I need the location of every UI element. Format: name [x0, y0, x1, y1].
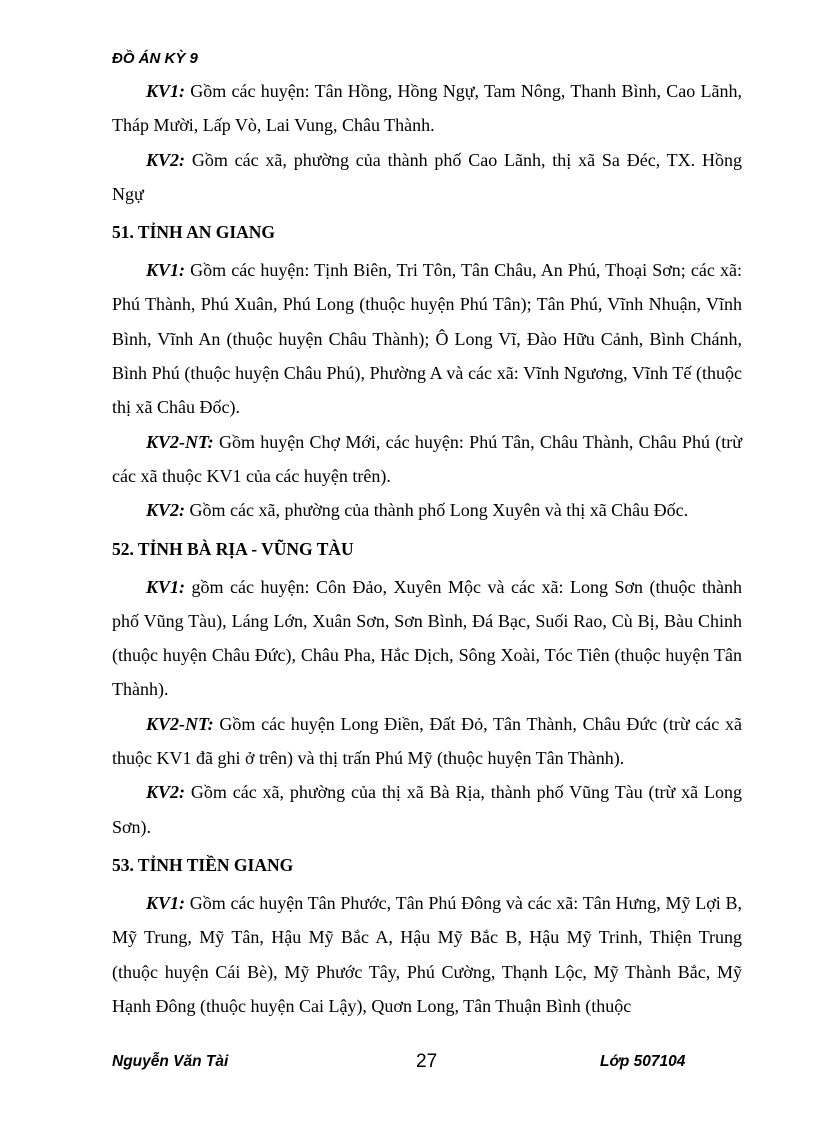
- section-heading-tien-giang: 53. TỈNH TIỀN GIANG: [112, 854, 294, 875]
- page-footer: [0, 1053, 816, 1077]
- paragraph-kv2nt-ba-ria-vung-tau: [112, 707, 742, 776]
- paragraph-kv1-ba-ria-vung-tau: [112, 570, 742, 707]
- paragraph-kv2-ba-ria-vung-tau: [112, 775, 742, 844]
- paragraph-text: Gồm huyện Chợ Mới, các huyện: Phú Tân, Châu Thành, Châu Phú (trừ các xã thuộc KV1 của các huyện trên).: [112, 431, 742, 486]
- area-label: KV1:: [146, 81, 186, 101]
- paragraph-text: Gồm các xã, phường của thành phố Cao Lãnh, thị xã Sa Đéc, TX. Hồng Ngự: [112, 149, 742, 204]
- paragraph-text: Gồm các huyện Tân Phước, Tân Phú Đông và các xã: Tân Hưng, Mỹ Lợi B, Mỹ Trung, Mỹ Tân, Hậu Mỹ Bắc A, Hậu Mỹ Bắc B, Hậu Mỹ Trinh, Thiện Trung (thuộc huyện Cái Bè), Mỹ Phước Tây, Phú Cường, Thạnh Lộc, Mỹ Thành Bắc, Mỹ Hạnh Đông (thuộc huyện Cai Lậy), Quơn Long, Tân Thuận Bình (thuộc: [112, 892, 742, 1016]
- page-number: 27: [416, 1051, 438, 1072]
- paragraph-text: gồm các huyện: Côn Đảo, Xuyên Mộc và các xã: Long Sơn (thuộc thành phố Vũng Tàu), Láng Lớn, Xuân Sơn, Sơn Bình, Đá Bạc, Suối Rao, Cù Bị, Bàu Chinh (thuộc huyện Châu Đức), Châu Pha, Hắc Dịch, Sông Xoài, Tóc Tiên (thuộc huyện Tân Thành).: [112, 576, 742, 700]
- area-label: KV2:: [146, 149, 186, 170]
- area-label: KV2:: [146, 782, 186, 803]
- footer-class: Lớp 507104: [600, 1053, 686, 1070]
- paragraph-text: Gồm các huyện: Tân Hồng, Hồng Ngự, Tam Nông, Thanh Bình, Cao Lãnh, Tháp Mười, Lấp Vò, Lai Vung, Châu Thành.: [112, 81, 742, 136]
- paragraph-kv2nt-an-giang: [112, 425, 742, 494]
- paragraph-text: Gồm các huyện: Tịnh Biên, Tri Tôn, Tân Châu, An Phú, Thoại Sơn; các xã: Phú Thành, Phú Xuân, Phú Long (thuộc huyện Phú Tân); Tân Phú, Vĩnh Nhuận, Vĩnh Bình, Vĩnh An (thuộc huyện Châu Thành); Ô Long Vĩ, Đào Hữu Cảnh, Bình Chánh, Bình Phú (thuộc huyện Châu Phú), Phường A và các xã: Vĩnh Ngương, Vĩnh Tế (thuộc thị xã Châu Đốc).: [112, 260, 742, 418]
- area-label: KV1:: [146, 576, 186, 597]
- section-heading-an-giang: 51. TỈNH AN GIANG: [112, 222, 276, 243]
- paragraph-kv1-an-giang: [112, 253, 742, 424]
- paragraph-kv2-dong-thap: [112, 143, 742, 212]
- area-label: KV1:: [146, 892, 186, 913]
- paragraph-kv1-dong-thap: [112, 74, 742, 143]
- area-label: KV2-NT:: [146, 713, 214, 734]
- footer-author: Nguyễn Văn Tài: [112, 1053, 229, 1070]
- section-heading-ba-ria-vung-tau: 52. TỈNH BÀ RỊA - VŨNG TÀU: [112, 538, 354, 559]
- paragraph-text: Gồm các xã, phường của thành phố Long Xuyên và thị xã Châu Đốc.: [185, 500, 689, 521]
- paragraph-text: Gồm các huyện Long Điền, Đất Đỏ, Tân Thành, Châu Đức (trừ các xã thuộc KV1 đã ghi ở trên) và thị trấn Phú Mỹ (thuộc huyện Tân Thành).: [112, 713, 742, 769]
- paragraph-kv1-tien-giang: [112, 886, 742, 1023]
- area-label: KV2:: [146, 500, 186, 521]
- document-body: [112, 74, 742, 1023]
- area-label: KV1:: [146, 260, 186, 281]
- area-label: KV2-NT:: [146, 431, 214, 452]
- document-header: ĐỒ ÁN KỲ 9: [112, 50, 198, 67]
- paragraph-text: Gồm các xã, phường của thị xã Bà Rịa, thành phố Vũng Tàu (trừ xã Long Sơn).: [112, 782, 742, 837]
- paragraph-kv2-an-giang: [112, 493, 742, 527]
